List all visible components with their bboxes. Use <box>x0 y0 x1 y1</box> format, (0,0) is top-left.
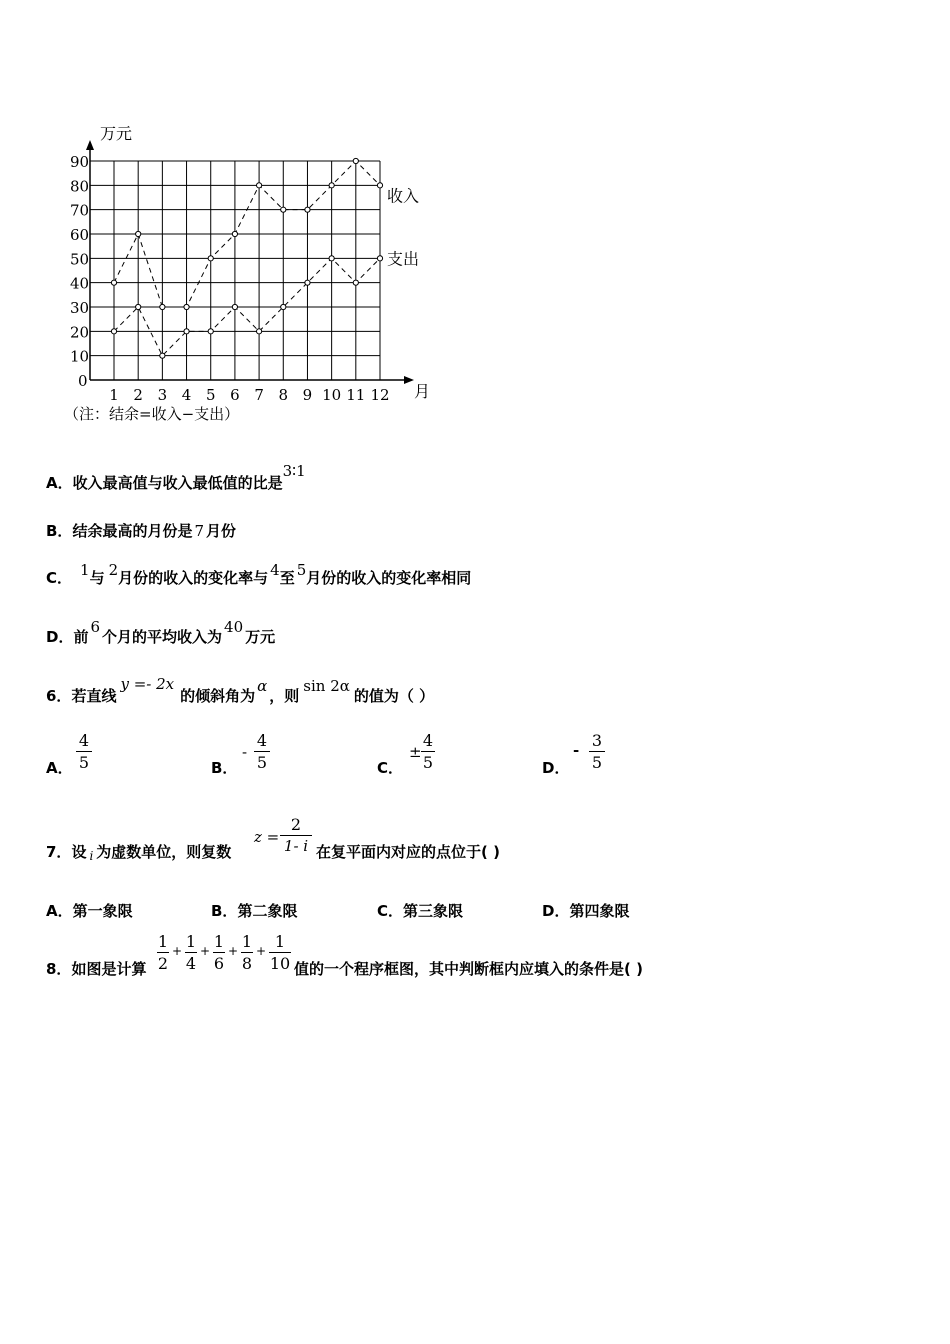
y-axis-label: 万元 <box>100 124 133 143</box>
q6-option-b-fraction <box>254 731 270 772</box>
q6-text-4: 的值为（ ） <box>353 687 435 705</box>
numerator: 4 <box>422 731 434 750</box>
question-8 <box>46 958 146 979</box>
option-label: B． <box>211 902 238 920</box>
math-2: 40 <box>224 618 244 636</box>
data-point <box>305 280 310 285</box>
math-1: 6 <box>90 618 101 636</box>
q5-option-c <box>46 561 472 588</box>
option-label: D． <box>46 628 74 646</box>
data-point <box>281 304 286 309</box>
sin-expression: sin 2α <box>303 677 350 695</box>
option-text: 第四象限 <box>569 902 630 920</box>
q6-option-d-fraction <box>589 731 605 772</box>
complex-z: z = <box>254 828 280 846</box>
option-label: C． <box>377 759 404 777</box>
y-tick-label: 50 <box>70 250 90 269</box>
y-tick-label: 90 <box>70 153 90 171</box>
q6-option-b <box>211 757 237 778</box>
denominator: 5 <box>256 753 268 772</box>
option-label: D． <box>542 759 570 777</box>
x-tick-label: 3 <box>157 386 168 404</box>
question-6 <box>46 675 435 706</box>
x-tick-label: 11 <box>346 386 366 404</box>
data-point <box>111 329 116 334</box>
q6-option-c-fraction <box>421 731 435 772</box>
chart-note: （注：结余=收入−支出） <box>64 405 240 423</box>
q7-option-b <box>211 900 297 921</box>
q8-fraction-5 <box>269 932 291 973</box>
question-number: 6． <box>46 687 72 705</box>
option-label: C． <box>46 569 73 587</box>
data-point <box>353 158 358 163</box>
q7-option-a <box>46 900 133 921</box>
y-tick-label: 0 <box>78 372 88 390</box>
q6-option-c-sign: ± <box>409 743 422 761</box>
data-point <box>353 280 358 285</box>
q8-fraction-1 <box>157 932 169 973</box>
chart-axes <box>86 140 414 384</box>
q6-option-a <box>46 757 73 778</box>
y-tick-label: 30 <box>70 299 90 317</box>
text-1: 前 <box>73 628 89 646</box>
legend-label-expense: 支出 <box>387 249 420 269</box>
q7-text-1: 设 <box>71 843 87 861</box>
legend-label-income: 收入 <box>387 186 420 206</box>
option-label: B． <box>211 759 238 777</box>
option-label: D． <box>542 902 570 920</box>
data-point <box>305 207 310 212</box>
q8-fraction-2 <box>185 932 197 973</box>
numerator: 4 <box>78 731 90 750</box>
denominator: 8 <box>241 954 253 973</box>
numerator: 1 <box>241 932 253 951</box>
data-point <box>136 231 141 236</box>
q7-option-c <box>377 900 463 921</box>
question-7 <box>46 841 231 862</box>
alpha-symbol: α <box>257 677 268 695</box>
ratio-math: 3∶1 <box>282 462 306 480</box>
data-point <box>256 329 261 334</box>
q6-option-d <box>542 757 569 778</box>
data-point <box>160 304 165 309</box>
data-point <box>329 256 334 261</box>
x-tick-label: 12 <box>370 386 390 404</box>
q8-text-2: 值的一个程序框图，其中判断框内应填入的条件是( ) <box>294 960 643 978</box>
data-point <box>256 183 261 188</box>
x-tick-label: 5 <box>205 386 216 404</box>
q5-option-a <box>46 462 306 493</box>
math-1: 1 <box>80 561 90 579</box>
option-text: 第三象限 <box>403 902 464 920</box>
denominator: 5 <box>591 753 603 772</box>
q5-option-b <box>46 520 236 541</box>
option-text: 第一象限 <box>72 902 133 920</box>
option-label: A． <box>46 902 73 920</box>
x-axis-label: 月 <box>414 382 431 401</box>
option-text: 第二象限 <box>237 902 298 920</box>
data-point <box>208 329 213 334</box>
data-point <box>184 329 189 334</box>
data-point <box>208 256 213 261</box>
data-point <box>232 304 237 309</box>
denominator: 1- i <box>283 837 309 855</box>
denominator: 2 <box>157 954 169 973</box>
q7-text-3-wrap <box>316 841 500 862</box>
option-text: 结余最高的月份是 <box>72 522 193 540</box>
q6-text-3: ，则 <box>269 687 300 705</box>
text-2: 月份的收入的变化率与 <box>118 569 269 587</box>
q6-option-c <box>377 757 403 778</box>
data-point <box>160 353 165 358</box>
q6-option-b-sign: - <box>242 743 248 761</box>
q6-option-d-sign: - <box>573 741 580 759</box>
y-tick-label: 60 <box>70 226 90 244</box>
x-tick-label: 1 <box>109 386 119 404</box>
math-3: 4 <box>270 561 280 579</box>
denominator: 4 <box>185 954 197 973</box>
text-3: 至 <box>279 569 295 587</box>
x-tick-label: 7 <box>254 386 264 404</box>
q7-option-d <box>542 900 629 921</box>
y-tick-label: 10 <box>70 347 90 366</box>
text-2: 个月的平均收入为 <box>102 628 223 646</box>
x-tick-label: 2 <box>133 386 143 404</box>
data-point <box>232 231 237 236</box>
math-4: 5 <box>296 561 307 579</box>
q6-text-1: 若直线 <box>71 687 117 705</box>
numerator: 3 <box>591 731 603 750</box>
plus-sign: + <box>228 944 239 958</box>
question-number: 8． <box>46 960 72 978</box>
denominator: 10 <box>269 954 291 973</box>
q6-text-2: 的倾斜角为 <box>180 687 256 705</box>
month-math: 7 <box>194 522 204 540</box>
option-label: A． <box>46 474 73 492</box>
question-number: 7． <box>46 843 72 861</box>
option-text-2: 月份 <box>206 522 237 540</box>
plus-sign: + <box>200 944 211 958</box>
y-tick-label: 70 <box>70 201 90 220</box>
text-3: 万元 <box>245 628 276 646</box>
denominator: 5 <box>78 753 90 772</box>
numerator: 4 <box>256 731 268 750</box>
q8-text-2-wrap <box>294 958 643 979</box>
data-point <box>377 256 382 261</box>
y-tick-label: 40 <box>70 274 90 293</box>
numerator: 1 <box>213 932 225 951</box>
math-2: 2 <box>108 561 119 579</box>
x-axis-arrow <box>404 376 414 384</box>
x-tick-label: 8 <box>278 386 289 404</box>
option-label: C． <box>377 902 404 920</box>
imaginary-unit: i <box>89 849 94 863</box>
numerator: 1 <box>274 932 286 951</box>
chart-grid <box>90 161 380 380</box>
q8-fraction-4 <box>241 932 253 973</box>
y-tick-label: 20 <box>70 323 90 342</box>
q6-option-a-fraction <box>76 731 92 772</box>
q8-text-1: 如图是计算 <box>71 960 147 978</box>
q7-text-3: 在复平面内对应的点位于( ) <box>316 843 500 861</box>
q8-fraction-3 <box>213 932 225 973</box>
numerator: 2 <box>290 815 302 834</box>
option-text: 收入最高值与收入最低值的比是 <box>72 474 283 492</box>
q7-text-2: 为虚数单位，则复数 <box>96 843 232 861</box>
plus-sign: + <box>172 944 183 958</box>
x-tick-label: 6 <box>230 386 240 404</box>
plus-sign: + <box>256 944 267 958</box>
data-point <box>377 183 382 188</box>
x-tick-label: 4 <box>181 386 192 404</box>
data-point <box>136 304 141 309</box>
y-tick-label: 80 <box>70 177 90 196</box>
text-1: 与 <box>89 569 105 587</box>
data-point <box>111 280 116 285</box>
option-label: B． <box>46 522 73 540</box>
text-4: 月份的收入的变化率相同 <box>306 569 472 587</box>
income-expense-chart <box>0 0 480 440</box>
data-point <box>184 304 189 309</box>
data-point <box>329 183 334 188</box>
numerator: 1 <box>185 932 197 951</box>
y-axis-arrow <box>86 140 94 150</box>
data-point <box>281 207 286 212</box>
q5-option-d <box>46 618 276 647</box>
x-tick-label: 9 <box>302 386 313 404</box>
denominator: 5 <box>422 753 434 772</box>
q7-fraction <box>280 815 312 855</box>
option-label: A． <box>46 759 73 777</box>
numerator: 1 <box>157 932 169 951</box>
x-tick-label: 10 <box>322 386 342 404</box>
line-equation: y =- 2x <box>120 675 175 693</box>
denominator: 6 <box>213 954 225 973</box>
